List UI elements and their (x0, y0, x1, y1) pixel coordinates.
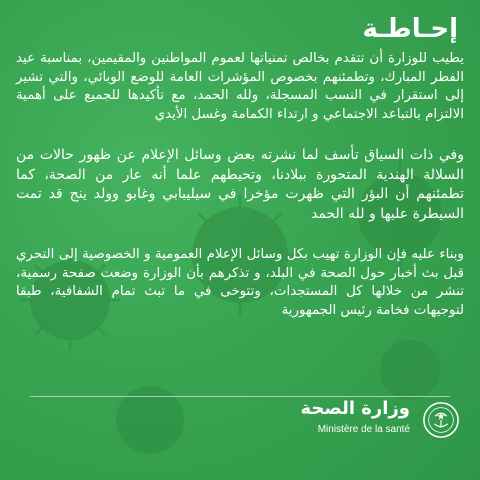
national-emblem-icon (422, 401, 460, 439)
paragraph-3: وبناء عليه فإن الوزارة تهيب بكل وسائل الإعلام العمومية و الخصوصية إلى التحري قبل بث أخبار حول الصحة في البلد، و تذكرهم بأن الوزارة وضعت صفحة رسمية، تنشر من خلالها كل المستجدات، وتتوخى في ما تبث تمام الشفافية، طبقا لتوجيهات فخامة رئيس الجمهورية (16, 247, 464, 318)
announcement-body (16, 14, 464, 342)
footer-divider (30, 396, 450, 397)
paragraph-2: وفي ذات السياق تأسف لما نشرته بعض وسائل الإعلام عن ظهور حالات من السلالة الهندية المتحورة ببلادنا، وتحيطهم علما أنه عار من الصحة، كما تطمئنهم أن البؤر التي ظهرت مؤخرا في سيليبابي وغابو وولد ينج قد تمت السيطرة عليها و لله الحمد (16, 147, 464, 222)
ministry-name-french: Ministère de la santé (317, 424, 410, 435)
footer (0, 396, 480, 480)
paragraph-1: يطيب للوزارة أن تتقدم بخالص تمنياتها لعموم المواطنين والمقيمين، بمناسبة عيد الفطر المبارك، وتطمئنهم بخصوص المؤشرات العامة للوضع الوبائي، والتي تشير إلى استقرار في النسب المسجلة، ولله الحمد، مع تأكيدها للجميع على أهمية الالتزام بالتباعد الاجتماعي و ارتداء الكمامة وغسل الأيدي (16, 51, 464, 122)
ministry-name-arabic: وزارة الصحة (300, 398, 410, 419)
page-title: إحـاطـة (362, 14, 458, 44)
